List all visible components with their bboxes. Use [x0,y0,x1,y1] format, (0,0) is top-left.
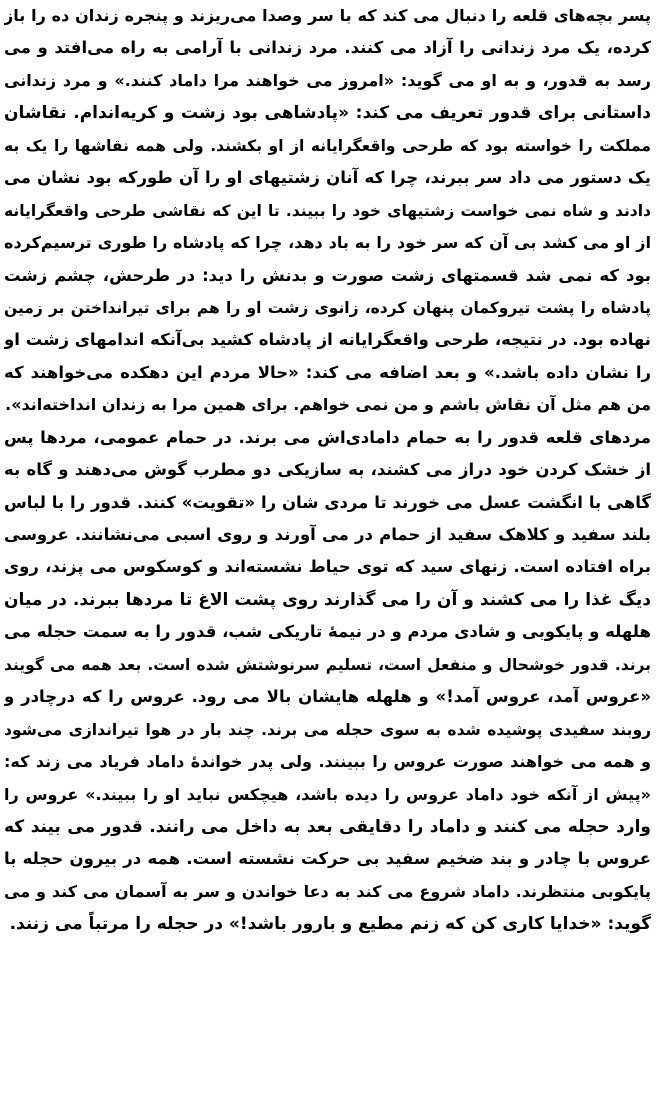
paragraph-end-line: گوید: «خدایا کاری کن که زنم مطیع و بارور باشد!» در حجله را مرتباً می زنند. [9,914,651,935]
text-line: داستانی برای قدور تعریف می کند: «پادشاهی بود زشت و کریه‌اندام. نقاشان [4,103,651,124]
paragraph-end-line: من هم مثل آن نقاش باشم و من نمی خواهم. برای همین مرا به زندان انداخته‌اند». [5,395,651,415]
text-line: دادند و شاه نمی خواست زشتیهای خود را ببیند. تا این که نقاشی طرحی واقعگرایانه [4,201,651,220]
text-line: یک دستور می داد سر ببرند، چرا که آنان زشتیهای او را آن طورکه بود نشان می [4,168,651,188]
text-line: مردهای قلعه قدور را به حمام دامادی‌اش می برند. در حمام عمومی، مردها پس [4,427,651,447]
text-line: را نشان داده باشد.» و بعد اضافه می کند: «حالا مردم این دهکده می‌خواهند که [4,362,651,382]
text-line: کرده، یک مرد زندانی را آزاد می کنند. مرد زندانی با آرامی به راه می‌افتد و می [4,38,651,58]
text-line: براه افتاده است. زنهای سید که توی حیاط نشسته‌اند و کوسکوس می پزند، روی [4,557,651,577]
text-line: پسر بچه‌های قلعه را دنبال می کند که با سر وصدا می‌ریزند و پنجره زندان ده را باز [4,6,651,25]
text-line: «عروس آمد، عروس آمد!» و هلهله هایشان بالا می رود. عروس را که درچادر و [4,687,651,707]
text-line: برند. قدور خوشحال و منفعل است، تسلیم سرنوشتش شده است. بعد همه می گویند [4,655,651,674]
text-line: و همه می خواهند صورت عروس را ببینند. ولی پدر خواندهٔ داماد فریاد می زند که: [4,752,651,772]
text-line: از خشک کردن خود دراز می کشند، به سازیکی دو مطرب گوش می‌دهند و گاه به [4,460,651,480]
text-line: هلهله و پایکوبی و شادی مردم و در نیمهٔ تاریکی شب، قدور را به سمت حجله می [4,622,651,642]
text-line: دیگ غذا را می کشند و آن را می گذارند روی پشت الاغ تا مردها ببرند. در میان [4,589,651,610]
text-line: بود که نمی شد قسمتهای زشت صورت و بدنش را دید: در طرحش، چشم زشت [4,265,651,285]
text-line: عروس با چادر و بند ضخیم سفید بی حرکت نشسته است. همه در بیرون حجله با [4,849,651,869]
text-line: مملکت را خواسته بود که طرحی واقعگرایانه از او بکشند. ولی همه نقاشها را یک به [4,136,651,155]
text-line: وارد حجله می کنند و داماد را دقایقی بعد به داخل می رانند. قدور می بیند که [4,816,651,837]
text-line: گاهی با انگشت عسل می خورند تا مردی شان را «تقویت» کنند. قدور را با لباس [4,492,651,512]
text-line: روبند سفیدی پوشیده شده به سوی حجله می برند. چند بار در هوا تیراندازی می‌شود [4,720,651,739]
text-line: پایکوبی منتظرند. داماد شروع می کند به دعا خواندن و سر به آسمان می کند و می [4,881,651,901]
text-line: نهاده بود. در نتیجه، طرحی واقعگرایانه از پادشاه کشید بی‌آنکه اندامهای زشت او [4,330,651,350]
text-line: بلند سفید و کلاهک سفید از حمام در می آورند و روی اسبی می‌نشانند. عروسی [4,525,651,544]
text-line: «پیش از آنکه خود داماد عروس را دیده باشد، هیچکس نباید او را ببیند.» عروس را [4,784,651,804]
text-line: پادشاه را پشت تیروکمان پنهان کرده، زانوی زشت او را هم برای تیرانداختن بر زمین [4,298,651,317]
text-line: از او می کشد بی آن که سر خود را به باد دهد، چرا که پادشاه را طوری ترسیم‌کرده [4,233,651,253]
text-line: رسد به قدور، و به او می گوید: «امروز می خواهند مرا داماد کنند.» و مرد زندانی [4,70,651,90]
